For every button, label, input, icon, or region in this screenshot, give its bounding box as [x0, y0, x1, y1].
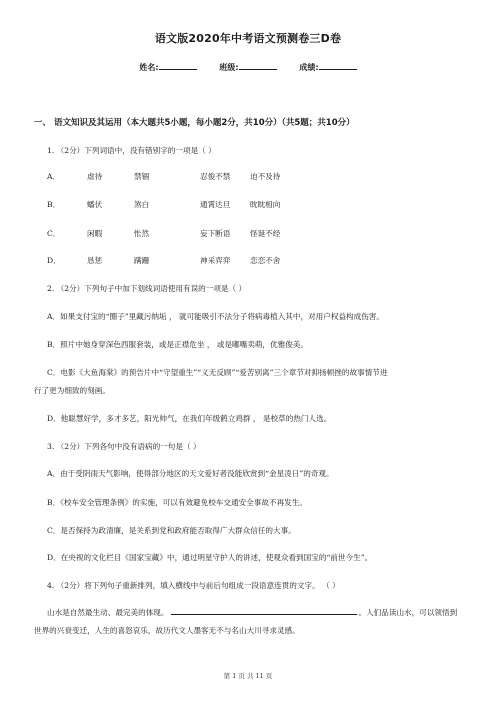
question-2-option-c-continued: 行了更为细致的刻画。	[34, 386, 110, 395]
score-blank[interactable]	[319, 61, 357, 70]
option-word: 虐待	[87, 172, 103, 181]
option-word: 煞白	[134, 200, 150, 209]
name-blank[interactable]	[159, 61, 197, 70]
option-label: C．	[47, 229, 61, 238]
option-word: 闲暇	[87, 229, 103, 238]
question-3-option-c: C．是否保持为政清廉，是关系到党和政府能否取得广大群众信任的大事。	[47, 526, 296, 535]
question-1-option-d	[47, 255, 280, 266]
option-word: 禁锢	[134, 172, 150, 181]
option-word: 迫不及待	[250, 172, 281, 181]
section-heading: 一、 语文知识及其运用（本大题共5小题，每小题2分，共10分）（共5题；共10分）	[34, 118, 355, 128]
name-field	[139, 61, 196, 73]
question-3-stem: 3. （2分）下列各句中没有语病的一句是（ ）	[47, 442, 201, 451]
question-1-option-c	[47, 228, 280, 239]
option-label: D．	[47, 256, 61, 265]
passage-text: 。人们品读山水，可以领悟到	[358, 608, 458, 617]
option-word: 眈眈相向	[250, 200, 281, 209]
option-word: 通霄达旦	[200, 200, 231, 209]
passage-text: 山水是自然最生动、最完美的体现。	[47, 608, 169, 617]
student-info-row	[0, 61, 496, 73]
option-word: 忍俊不禁	[200, 172, 231, 181]
question-1-stem: 1. （2分）下列词语中，没有错别字的一项是（ ）	[47, 146, 216, 155]
option-word: 神采弈弈	[200, 256, 231, 265]
class-blank[interactable]	[239, 61, 277, 70]
question-1-option-b	[47, 199, 280, 210]
document-title: 语文版2020年中考语文预测卷三D卷	[154, 32, 342, 45]
name-label: 姓名:	[139, 63, 159, 72]
question-4-passage	[47, 607, 457, 618]
option-word: 怅然	[134, 229, 150, 238]
score-field	[299, 61, 356, 73]
question-2-option-b: B．照片中她身穿深色西服套装，或是正襟危坐 ， 或是嘟嘴卖萌，优雅俊美。	[47, 340, 308, 349]
question-4-passage-continued: 世界的兴衰变迁，人生的喜怒哀乐，故历代文人墨客无不与名山大川寻求灵感。	[34, 626, 300, 635]
question-2-stem: 2. （2分）下列句子中加下划线词语使用有误的一项是（ ）	[47, 284, 247, 293]
page-footer: 第 1 页 共 11 页	[223, 672, 273, 680]
answer-blank[interactable]	[171, 607, 357, 615]
option-word: 恳惩	[87, 256, 103, 265]
option-word: 妄下断语	[200, 229, 231, 238]
question-1-option-a	[47, 171, 280, 182]
option-word: 怪诞不经	[250, 229, 281, 238]
option-label: A．	[47, 172, 61, 181]
option-word: 蟠伏	[87, 200, 103, 209]
question-2-option-d: D．他聪慧好学，多才多艺，阳光帅气，在我们年级鹤立鸡群 ， 是校草的热门人选。	[47, 414, 332, 423]
score-label: 成绩:	[299, 63, 319, 72]
class-label: 班级:	[219, 63, 239, 72]
question-2-option-a: A．如果支付宝的“圈子”里藏污纳垢 ， 就可能吸引不法分子将病毒植入其中，对用户权益构成伤害。	[47, 312, 385, 321]
option-label: B．	[47, 200, 61, 209]
option-word: 恋恋不舍	[250, 256, 281, 265]
question-2-option-c: C．电影《大鱼海棠》的预告片中“守望重生”“义无反顾”“爱苦别离”三个章节对抑扬顿挫的故事情节进	[47, 368, 388, 377]
question-3-option-d: D．在央视的文化栏目《国家宝藏》中，通过明星守护人的讲述，使观众看到国宝的“前世今生”。	[47, 553, 373, 562]
class-field	[219, 61, 276, 73]
question-3-option-a: A．由于受阴雨天气影响，使得部分地区的天文爱好者没能欣赏到“金星凌日”的奇观。	[47, 469, 334, 478]
question-3-option-b: B．《校车安全管理条例》的实施，可以有效避免校车交通安全事故不再发生。	[47, 498, 307, 507]
question-4-stem: 4. （2分）将下列句子重新排列，填入横线中与前后句组成一段语意连贯的文字。 （ ）	[47, 581, 340, 590]
option-word: 蹒跚	[134, 256, 150, 265]
